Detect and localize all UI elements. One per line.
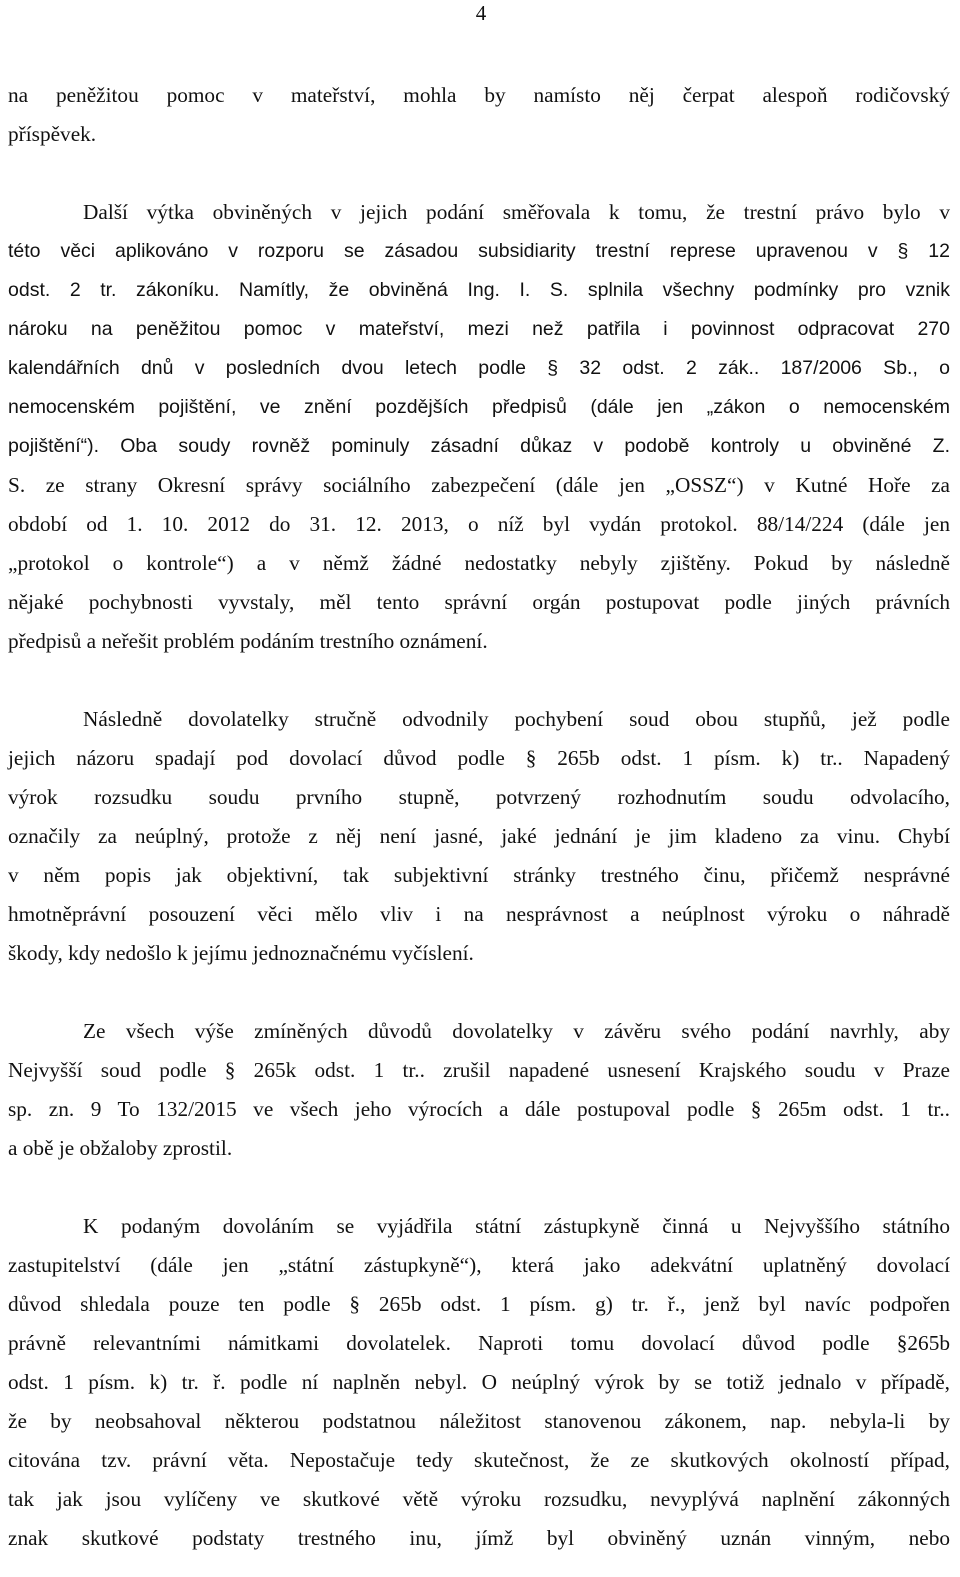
text-line: důvod shledala pouze ten podle § 265b odst. 1 písm. g) tr. ř., jenž byl navíc podpořen — [8, 1292, 950, 1316]
paragraph-2 — [8, 193, 950, 661]
paragraph-5 — [8, 1207, 950, 1558]
text-line: Následně dovolatelky stručně odvodnily pochybení soud obou stupňů, jež podle — [83, 707, 950, 731]
text-line: zastupitelství (dále jen „státní zástupkyně“), která jako adekvátní uplatněný dovolací — [8, 1253, 950, 1277]
paragraph-3 — [8, 700, 950, 973]
text-line: S. ze strany Okresní správy sociálního zabezpečení (dále jen „OSSZ“) v Kutné Hoře za — [8, 473, 950, 497]
text-line: na peněžitou pomoc v mateřství, mohla by namísto něj čerpat alespoň rodičovský — [8, 83, 950, 107]
paragraph-1 — [8, 76, 950, 154]
text-line: nemocenském pojištění, ve znění pozdějších předpisů (dále jen „zákon o nemocenském — [8, 396, 950, 418]
text-line: právně relevantními námitkami dovolatelek. Naproti tomu dovolací důvod podle §265b — [8, 1331, 950, 1355]
text-line: hmotněprávní posouzení věci mělo vliv i na nesprávnost a neúplnost výroku o náhradě — [8, 902, 950, 926]
text-line: nároku na peněžitou pomoc v mateřství, mezi než patřila i povinnost odpracovat 270 — [8, 318, 950, 340]
text-line: jejich názoru spadají pod dovolací důvod podle § 265b odst. 1 písm. k) tr.. Napadený — [8, 746, 950, 770]
text-line: že by neobsahoval některou podstatnou náležitost stanovenou zákonem, nap. nebyla-li by — [8, 1409, 950, 1433]
page-number: 4 — [475, 1, 487, 25]
text-line: Nejvyšší soud podle § 265k odst. 1 tr.. zrušil napadené usnesení Krajského soudu v Praze — [8, 1058, 950, 1082]
text-line: znak skutkové podstaty trestného inu, jímž byl obviněný uznán vinným, nebo — [8, 1526, 950, 1550]
text-line: odst. 2 tr. zákoníku. Namítly, že obviněná Ing. I. S. splnila všechny podmínky pro vznik — [8, 279, 950, 301]
text-line: kalendářních dnů v posledních dvou letech podle § 32 odst. 2 zák.. 187/2006 Sb., o — [8, 357, 950, 379]
text-line: K podaným dovoláním se vyjádřila státní zástupkyně činná u Nejvyššího státního — [83, 1214, 950, 1238]
paragraph-4 — [8, 1012, 950, 1168]
text-line: odst. 1 písm. k) tr. ř. podle ní naplněn nebyl. O neúplný výrok by se totiž jednalo v případě, — [8, 1370, 950, 1394]
text-line: škody, kdy nedošlo k jejímu jednoznačnému vyčíslení. — [8, 941, 474, 965]
text-line: pojištění“). Oba soudy rovněž pominuly zásadní důkaz v podobě kontroly u obviněné Z. — [8, 435, 950, 457]
text-line: období od 1. 10. 2012 do 31. 12. 2013, o níž byl vydán protokol. 88/14/224 (dále jen — [8, 512, 950, 536]
text-line: předpisů a neřešit problém podáním trestního oznámení. — [8, 629, 488, 653]
text-line: Další výtka obviněných v jejich podání směřovala k tomu, že trestní právo bylo v — [83, 200, 950, 224]
text-line: Ze všech výše zmíněných důvodů dovolatelky v závěru svého podání navrhly, aby — [83, 1019, 950, 1043]
text-line: příspěvek. — [8, 122, 97, 146]
text-line: v něm popis jak objektivní, tak subjektivní stránky trestného činu, přičemž nesprávné — [8, 863, 950, 887]
text-line: nějaké pochybnosti vyvstaly, měl tento správní orgán postupovat podle jiných právních — [8, 590, 950, 614]
text-line: výrok rozsudku soudu prvního stupně, potvrzený rozhodnutím soudu odvolacího, — [8, 785, 950, 809]
text-line: této věci aplikováno v rozporu se zásadou subsidiarity trestní represe upravenou v § 12 — [8, 240, 950, 262]
text-line: sp. zn. 9 To 132/2015 ve všech jeho výrocích a dále postupoval podle § 265m odst. 1 tr.. — [8, 1097, 950, 1121]
text-line: „protokol o kontrole“) a v němž žádné nedostatky nebyly zjištěny. Pokud by následně — [8, 551, 950, 575]
text-line: tak jak jsou vylíčeny ve skutkové větě výroku rozsudku, nevyplývá naplnění zákonných — [8, 1487, 950, 1511]
document-body — [8, 76, 950, 1558]
text-line: citována tzv. právní věta. Nepostačuje tedy skutečnost, že ze skutkových okolností případ, — [8, 1448, 950, 1472]
text-line: označily za neúplný, protože z něj není jasné, jaké jednání je jim kladeno za vinu. Chybí — [8, 824, 950, 848]
text-line: a obě je obžaloby zprostil. — [8, 1136, 233, 1160]
